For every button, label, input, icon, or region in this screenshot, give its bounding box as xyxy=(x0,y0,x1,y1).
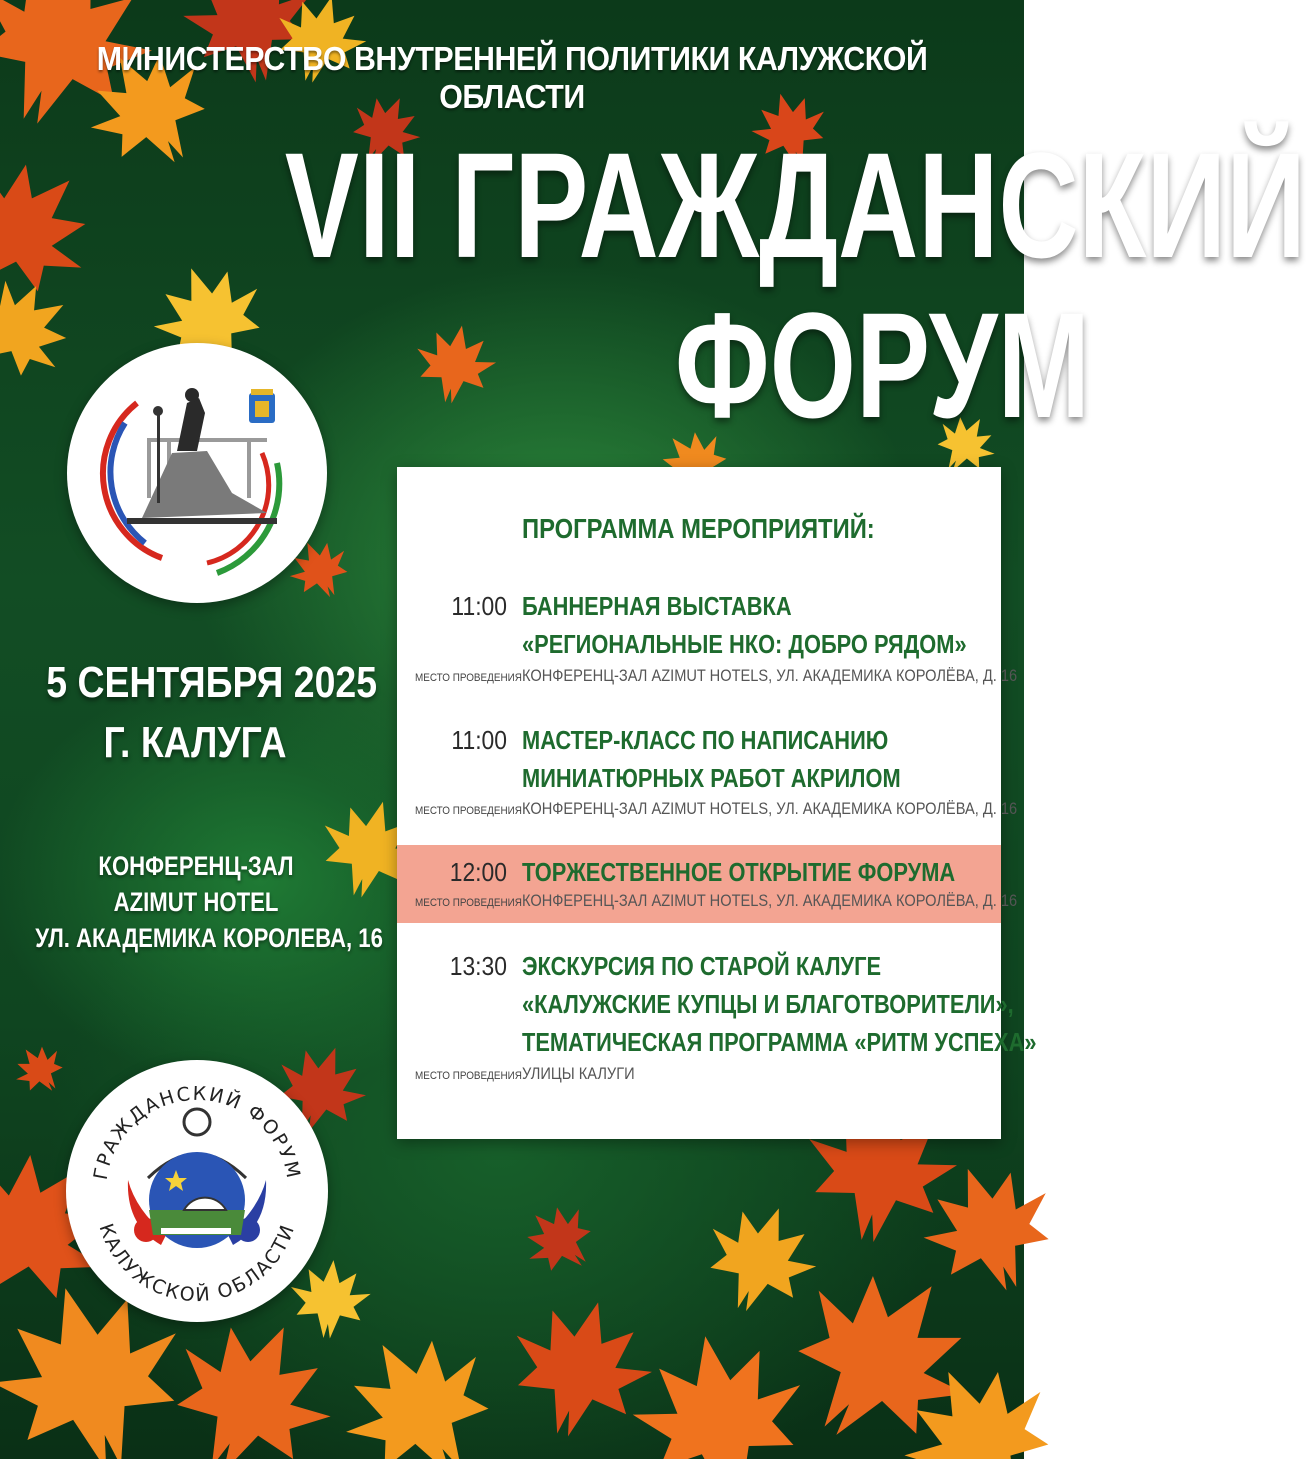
civic-forum-logo xyxy=(66,1060,328,1322)
venue-line-2: AZIMUT HOTEL xyxy=(113,887,279,917)
item-1-title-line2: «РЕГИОНАЛЬНЫЕ НКО: ДОБРО РЯДОМ» xyxy=(522,629,967,659)
item-4-title-line2: «КАЛУЖСКИЕ КУПЦЫ И БЛАГОТВОРИТЕЛИ», xyxy=(522,989,1014,1019)
svg-text:КАЛУЖСКОЙ ОБЛАСТИ: КАЛУЖСКОЙ ОБЛАСТИ xyxy=(94,1220,300,1307)
item-2-title-line2: МИНИАТЮРНЫХ РАБОТ АКРИЛОМ xyxy=(522,763,901,793)
item-3-time: 12:00 xyxy=(449,857,507,887)
item-1-place-label: МЕСТО ПРОВЕДЕНИЯ xyxy=(415,672,522,684)
item-4-title-line1: ЭКСКУРСИЯ ПО СТАРОЙ КАЛУГЕ xyxy=(522,951,882,981)
ministry-heading: МИНИСТЕРСТВО ВНУТРЕННЕЙ ПОЛИТИКИ КАЛУЖСКОЙ ОБЛАСТИ xyxy=(96,40,928,115)
item-2-place-label: МЕСТО ПРОВЕДЕНИЯ xyxy=(415,805,522,817)
item-3-place-label: МЕСТО ПРОВЕДЕНИЯ xyxy=(415,897,522,909)
item-2-title-line1: МАСТЕР-КЛАСС ПО НАПИСАНИЮ xyxy=(522,725,889,755)
item-4-title-line3: ТЕМАТИЧЕСКАЯ ПРОГРАММА «РИТМ УСПЕХА» xyxy=(522,1027,1037,1057)
svg-text:ГРАЖДАНСКИЙ ФОРУМ: ГРАЖДАНСКИЙ ФОРУМ xyxy=(89,1082,305,1182)
program-panel xyxy=(397,467,1037,1139)
forum-title-line2: ФОРУМ xyxy=(674,281,1091,449)
item-4-place-label: МЕСТО ПРОВЕДЕНИЯ xyxy=(415,1070,522,1082)
monument-emblem-icon xyxy=(67,343,327,603)
item-4-place: УЛИЦЫ КАЛУГИ xyxy=(522,1064,635,1083)
item-2-place: КОНФЕРЕНЦ-ЗАЛ AZIMUT HOTELS, УЛ. АКАДЕМИКА КОРОЛЁВА, Д. 16 xyxy=(522,799,1018,818)
venue-line-1: КОНФЕРЕНЦ-ЗАЛ xyxy=(98,851,294,881)
item-1-title-line1: БАННЕРНАЯ ВЫСТАВКА xyxy=(522,591,792,621)
forum-title-line1: VII ГРАЖДАНСКИЙ xyxy=(284,121,1306,289)
forum-logo-icon xyxy=(66,1060,328,1322)
event-date: 5 СЕНТЯБРЯ 2025 xyxy=(46,658,378,707)
item-1-place: КОНФЕРЕНЦ-ЗАЛ AZIMUT HOTELS, УЛ. АКАДЕМИКА КОРОЛЁВА, Д. 16 xyxy=(522,666,1018,685)
event-city: Г. КАЛУГА xyxy=(103,718,287,767)
item-3-place: КОНФЕРЕНЦ-ЗАЛ AZIMUT HOTELS, УЛ. АКАДЕМИКА КОРОЛЁВА, Д. 16 xyxy=(522,891,1018,910)
item-3-title-line1: ТОРЖЕСТВЕННОЕ ОТКРЫТИЕ ФОРУМА xyxy=(522,857,956,887)
item-1-time: 11:00 xyxy=(451,591,507,621)
item-2-time: 11:00 xyxy=(451,725,507,755)
venue-line-3: УЛ. АКАДЕМИКА КОРОЛЕВА, 16 xyxy=(35,923,383,953)
item-4-time: 13:30 xyxy=(449,951,507,981)
program-title: ПРОГРАММА МЕРОПРИЯТИЙ: xyxy=(522,513,875,544)
regional-emblem-logo xyxy=(67,343,327,603)
